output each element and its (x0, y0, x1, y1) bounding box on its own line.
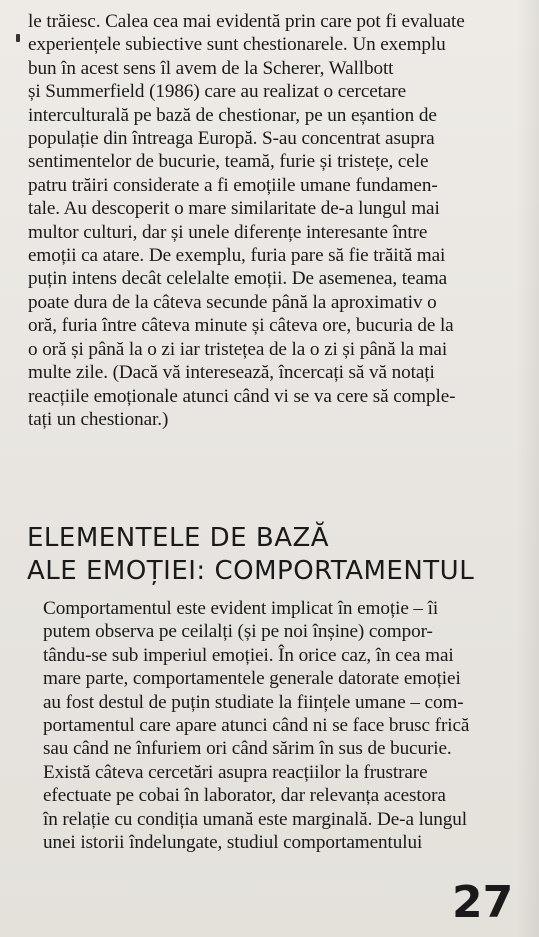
ink-mark (16, 34, 20, 42)
text-line: și Summerfield (1986) care au realizat o cercetare (28, 81, 407, 103)
text-line: populație din întreaga Europă. S-au concentrat asupra (28, 128, 435, 150)
page-edge-shadow (517, 0, 539, 937)
text-line: oră, furia între câteva minute și câteva ore, bucuria de la (28, 315, 454, 337)
heading-line: ALE EMOȚIEI: COMPORTAMENTUL (27, 555, 475, 586)
text-line: patru trăiri considerate a fi emoțiile umane fundamen- (28, 174, 438, 196)
text-line: experiențele subiective sunt chestionarele. Un exemplu (28, 34, 446, 56)
text-line: bun în acest sens îl avem de la Scherer, Wallbott (28, 57, 394, 79)
paragraph-questionnaires (28, 10, 465, 431)
text-line: sentimentelor de bucurie, teamă, furie și tristețe, cele (28, 151, 429, 173)
paragraph-behaviour (43, 597, 469, 854)
text-line: interculturală pe bază de chestionar, pe un eșantion de (28, 104, 437, 126)
text-line: Comportamentul este evident implicat în emoție – îi (43, 598, 439, 619)
text-line: în relație cu condiția umană este marginală. De-a lungul (43, 808, 468, 830)
text-line: unei istorii îndelungate, studiul comportamentului (43, 832, 423, 854)
text-line: au fost destul de puțin studiate la ființele umane – com- (43, 691, 464, 713)
text-line: tați un chestionar.) (28, 408, 169, 430)
text-line: tale. Au descoperit o mare similaritate de-a lungul mai (28, 198, 440, 220)
text-line: reacțiile emoționale atunci când vi se va cere să comple- (28, 385, 456, 407)
heading-line: ELEMENTELE DE BAZĂ (27, 522, 330, 553)
text-line: efectuate pe cobai în laborator, dar relevanța acestora (43, 785, 446, 807)
text-line: multor culturi, dar și unele diferențe interesante între (28, 221, 428, 243)
text-line: o oră și până la o zi iar tristețea de la o zi și până la mai (28, 338, 448, 360)
text-line: tându-se sub imperiul emoției. În orice caz, în cea mai (43, 644, 454, 666)
section-heading (27, 522, 474, 588)
page-number: 27 (452, 877, 514, 928)
text-line: portamentul care apare atunci când ni se face brusc frică (43, 715, 470, 737)
text-line: mare parte, comportamentele generale datorate emoției (43, 668, 461, 690)
text-line: puțin intens decât celelalte emoții. De asemenea, teama (28, 268, 448, 290)
text-line: sau când ne înfuriem ori când sărim în sus de bucurie. (43, 738, 452, 760)
text-line: multe zile. (Dacă vă interesează, încercați să vă notați (28, 362, 435, 384)
text-line: putem observa pe ceilalți (și pe noi înșine) compor- (43, 621, 433, 643)
text-line: emoții ca atare. De exemplu, furia pare să fie trăită mai (28, 245, 446, 267)
text-line: Există câteva cercetări asupra reacțiilor la frustrare (43, 761, 428, 783)
text-line: poate dura de la câteva secunde până la aproximativ o (28, 291, 437, 313)
text-line: le trăiesc. Calea cea mai evidentă prin care pot fi evaluate (28, 11, 465, 32)
